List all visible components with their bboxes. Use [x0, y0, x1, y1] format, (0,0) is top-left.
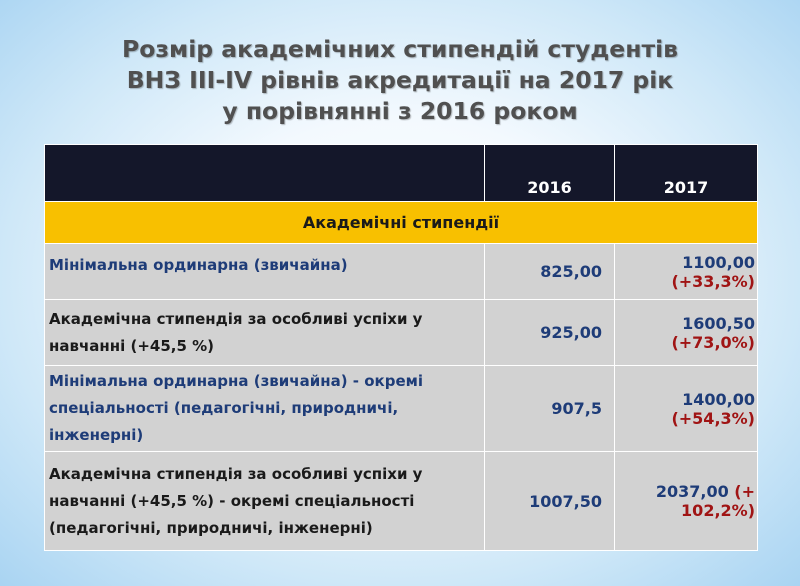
- change-percent: (+ 102,2%): [681, 482, 755, 520]
- change-percent: (+33,3%): [671, 271, 755, 291]
- value-2016: 1007,50: [485, 452, 615, 551]
- value-2017: 2037,00: [655, 482, 729, 501]
- title-line-1: Розмір академічних стипендій студентів: [122, 35, 678, 63]
- value-2017: 1600,50: [682, 313, 755, 333]
- table-row: [45, 300, 758, 366]
- header-cell-2017: 2017: [615, 145, 758, 202]
- table-row: [45, 244, 758, 300]
- change-percent: (+54,3%): [671, 408, 755, 428]
- row-label: Мінімальна ординарна (звичайна): [45, 244, 485, 300]
- row-label: Академічна стипендія за особливі успіхи у навчанні (+45,5 %): [45, 300, 485, 366]
- page-title: [0, 34, 800, 127]
- section-row: [45, 202, 758, 244]
- table-header-row: [45, 145, 758, 202]
- value-2017-cell: [615, 300, 758, 366]
- value-2017-cell: [615, 244, 758, 300]
- value-2017: 1400,00: [682, 389, 755, 409]
- header-cell-2016: 2016: [485, 145, 615, 202]
- scholarship-table: [44, 144, 758, 551]
- row-label: Мінімальна ординарна (звичайна) - окремі спеціальності (педагогічні, природничі, інженерні): [45, 366, 485, 452]
- section-title: Академічні стипендії: [45, 202, 758, 244]
- value-2017-cell: [615, 366, 758, 452]
- title-line-3: у порівнянні з 2016 роком: [222, 97, 578, 125]
- header-cell-label: [45, 145, 485, 202]
- change-percent: (+73,0%): [671, 332, 755, 352]
- table-row: [45, 366, 758, 452]
- value-2016: 925,00: [485, 300, 615, 366]
- value-2017: 1100,00: [682, 252, 755, 272]
- value-2016: 907,5: [485, 366, 615, 452]
- row-label: Академічна стипендія за особливі успіхи у навчанні (+45,5 %) - окремі спеціальності (педагогічні, природничі, інженерні): [45, 452, 485, 551]
- value-2017-cell: [615, 452, 758, 551]
- title-line-2: ВНЗ ІІІ-ІV рівнів акредитації на 2017 рік: [126, 66, 674, 94]
- table-row: [45, 452, 758, 551]
- value-2016: 825,00: [485, 244, 615, 300]
